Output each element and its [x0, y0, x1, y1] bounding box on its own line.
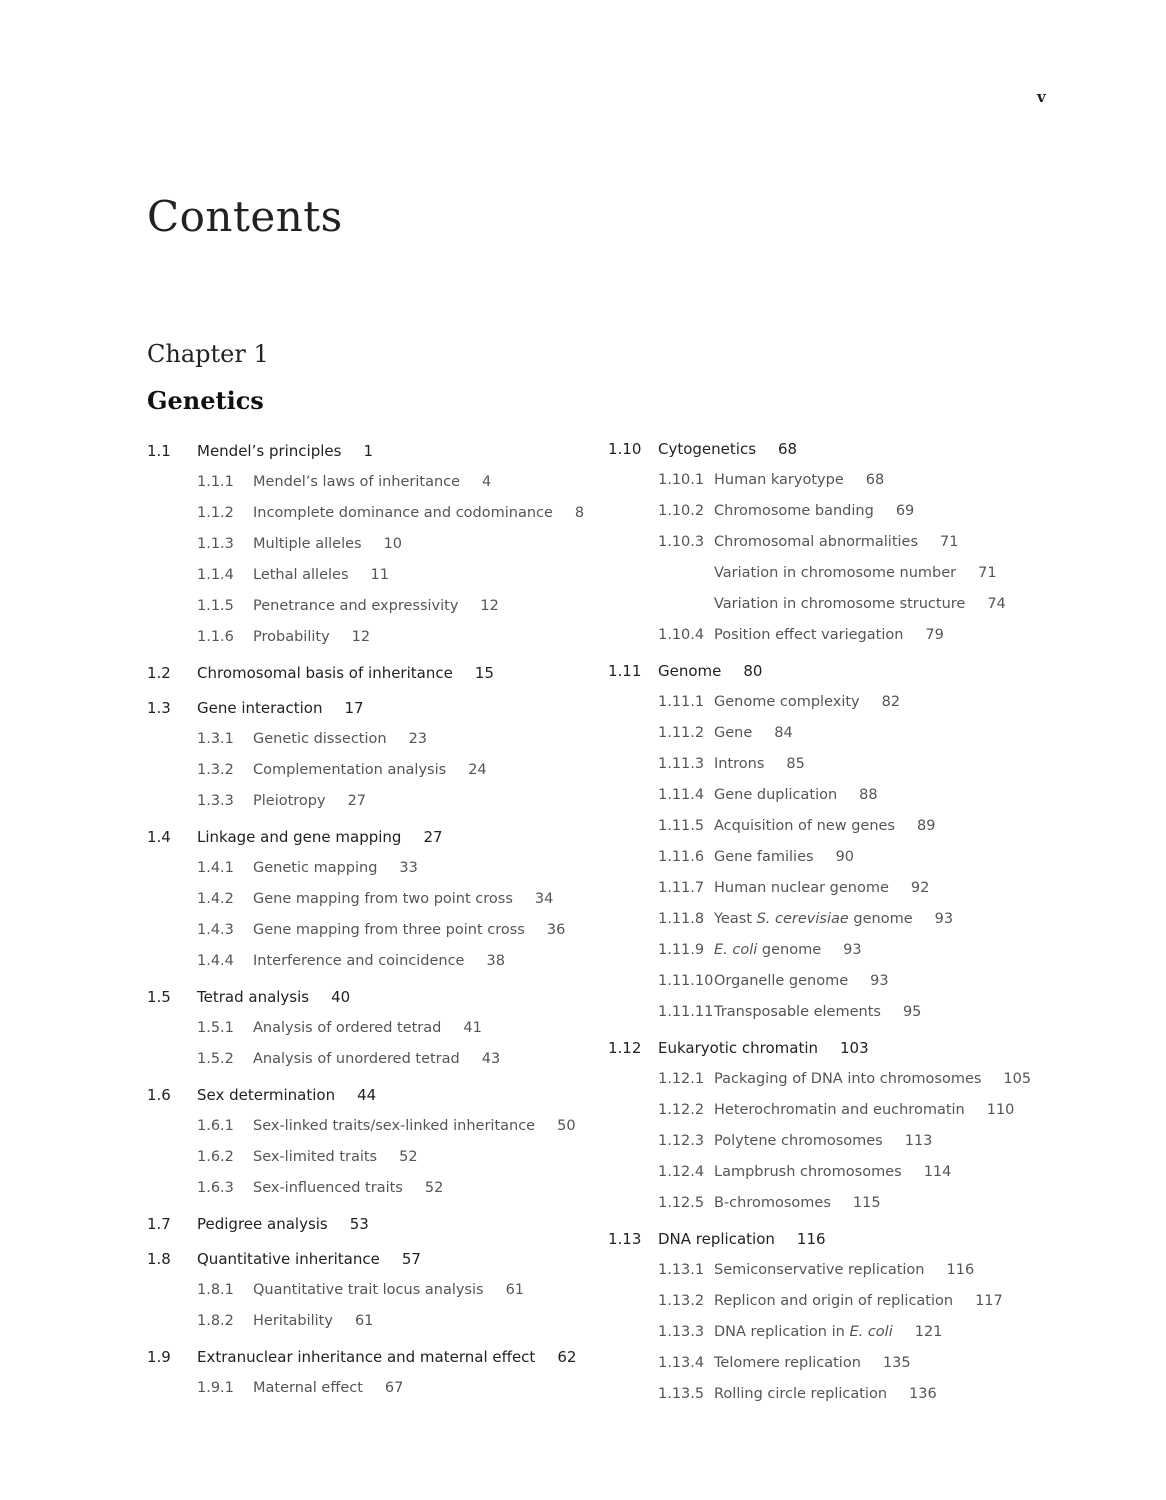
toc-title: Gene mapping from three point cross — [253, 922, 525, 938]
toc-title: DNA replication — [658, 1230, 775, 1248]
toc-number: 1.8.2 — [197, 1313, 234, 1329]
toc-number: 1.4.2 — [197, 891, 234, 907]
toc-page-number: 24 — [468, 762, 487, 778]
toc-page-number: 135 — [882, 1355, 911, 1371]
toc-page-number: 69 — [895, 503, 915, 519]
toc-page-number: 11 — [370, 567, 389, 583]
toc-page-number: 40 — [331, 988, 351, 1006]
toc-number: 1.12.3 — [658, 1133, 705, 1149]
toc-number: 1.9 — [147, 1348, 171, 1366]
toc-page-number: 8 — [574, 505, 585, 521]
toc-page-number: 82 — [881, 694, 901, 710]
toc-number: 1.11.4 — [658, 787, 705, 803]
toc-title: Pleiotropy — [253, 793, 326, 809]
toc-number: 1.12.5 — [658, 1195, 705, 1211]
toc-page-number: 103 — [840, 1039, 869, 1057]
toc-number: 1.1.6 — [197, 629, 234, 645]
toc-title: Chromosome banding — [714, 503, 874, 519]
toc-number: 1.4.1 — [197, 860, 234, 876]
toc-number: 1.11.9 — [658, 942, 705, 958]
toc-page-number: 79 — [925, 627, 944, 643]
toc-number: 1.5 — [147, 988, 171, 1006]
toc-number: 1.10 — [608, 440, 642, 458]
toc-number: 1.7 — [147, 1215, 171, 1233]
toc-page-number: 38 — [486, 953, 505, 969]
toc-title: Human nuclear genome — [714, 880, 889, 896]
toc-number: 1.11.8 — [658, 911, 705, 927]
toc-page-number: 23 — [408, 731, 428, 747]
toc-page-number: 110 — [986, 1102, 1015, 1118]
toc-title: Linkage and gene mapping — [197, 828, 402, 846]
toc-page-number: 116 — [796, 1230, 826, 1248]
toc-title: Analysis of unordered tetrad — [253, 1051, 460, 1067]
toc-number: 1.13.2 — [658, 1293, 705, 1309]
toc-title: Interference and coincidence — [253, 953, 465, 969]
toc-page-number: 74 — [987, 596, 1006, 612]
toc-number: 1.4 — [147, 828, 171, 846]
toc-number: 1.1.2 — [197, 505, 234, 521]
toc-page-number: 50 — [557, 1118, 576, 1134]
toc-page-number: 36 — [546, 922, 566, 938]
toc-page-number: 52 — [424, 1180, 444, 1196]
toc-number: 1.12.4 — [658, 1164, 705, 1180]
toc-number: 1.2 — [147, 664, 171, 682]
toc-page-number: 61 — [505, 1282, 525, 1298]
toc-number: 1.13.4 — [658, 1355, 705, 1371]
toc-page-number: 93 — [870, 973, 889, 989]
toc-page-number: 136 — [909, 1386, 937, 1402]
toc-title: Maternal effect — [253, 1380, 363, 1396]
toc-page-number: 71 — [940, 534, 959, 550]
toc-page-number: 57 — [401, 1250, 421, 1268]
toc-number: 1.6.2 — [197, 1149, 234, 1165]
toc-page-number: 105 — [1003, 1071, 1032, 1087]
toc-number: 1.12.1 — [658, 1071, 705, 1087]
page-number: v — [1037, 88, 1046, 106]
toc-title: Pedigree analysis — [197, 1215, 328, 1233]
toc-page-number: 115 — [852, 1195, 881, 1211]
toc-title: Gene mapping from two point cross — [253, 891, 513, 907]
species-name: S. cerevisiae — [756, 911, 849, 927]
toc-page-number: 27 — [347, 793, 367, 809]
toc-title: Incomplete dominance and codominance — [253, 505, 553, 521]
toc-number: 1.1.5 — [197, 598, 234, 614]
toc-number: 1.1 — [147, 442, 171, 460]
toc-number: 1.3 — [147, 699, 171, 717]
toc-number: 1.3.3 — [197, 793, 234, 809]
toc-number: 1.11.6 — [658, 849, 705, 865]
toc-title: Eukaryotic chromatin — [658, 1039, 819, 1057]
toc-title: Complementation analysis — [253, 762, 447, 778]
toc-number: 1.11.5 — [658, 818, 705, 834]
toc-title: Semiconservative replication — [714, 1262, 925, 1278]
toc-title: Cytogenetics — [658, 440, 757, 458]
toc-title: Gene duplication — [714, 787, 838, 803]
toc-title: Packaging of DNA into chromosomes — [714, 1071, 982, 1087]
toc-title: Introns — [714, 756, 765, 772]
toc-title: Yeast S. cerevisiae genome — [714, 911, 913, 927]
toc-title: Mendel’s principles — [197, 442, 342, 460]
toc-page-number: 68 — [865, 472, 885, 488]
toc-page-number: 80 — [743, 662, 763, 680]
toc-number: 1.5.2 — [197, 1051, 234, 1067]
toc-page-number: 17 — [344, 699, 364, 717]
toc-number: 1.8 — [147, 1250, 171, 1268]
toc-title: Lampbrush chromosomes — [714, 1164, 902, 1180]
toc-page-number: 34 — [534, 891, 554, 907]
toc-number: 1.3.2 — [197, 762, 234, 778]
toc-title: Polytene chromosomes — [714, 1133, 883, 1149]
toc-number: 1.11.1 — [658, 694, 705, 710]
toc-title: Multiple alleles — [253, 536, 362, 552]
toc-number: 1.10.2 — [658, 503, 705, 519]
toc-page-number: 67 — [384, 1380, 404, 1396]
toc-page-number: 68 — [778, 440, 798, 458]
toc-title: B-chromosomes — [714, 1195, 831, 1211]
toc-title: Gene — [714, 725, 753, 741]
toc-page-number: 71 — [978, 565, 997, 581]
toc-page-number: 121 — [914, 1324, 943, 1340]
toc-page-number: 84 — [774, 725, 793, 741]
toc-page-number: 44 — [357, 1086, 377, 1104]
toc-number: 1.11 — [608, 662, 642, 680]
toc-page-number: 33 — [399, 860, 418, 876]
toc-title: Organelle genome — [714, 973, 849, 989]
toc-title: Genome — [658, 662, 722, 680]
toc-number: 1.13.3 — [658, 1324, 705, 1340]
toc-title: Chromosomal basis of inheritance — [197, 664, 453, 682]
toc-title: Position effect variegation — [714, 627, 904, 643]
toc-page-number: 90 — [835, 849, 855, 865]
toc-number: 1.13.5 — [658, 1386, 705, 1402]
toc-number: 1.10.3 — [658, 534, 705, 550]
toc-title: Sex-limited traits — [253, 1149, 378, 1165]
toc-title: Gene families — [714, 849, 814, 865]
toc-title: Genetic mapping — [253, 860, 378, 876]
toc-number: 1.3.1 — [197, 731, 234, 747]
toc-number: 1.13 — [608, 1230, 642, 1248]
toc-title: Probability — [253, 629, 330, 645]
toc-page-number: 15 — [474, 664, 494, 682]
toc-title: Replicon and origin of replication — [714, 1293, 954, 1309]
toc-page-number: 89 — [916, 818, 936, 834]
toc-page-number: 12 — [480, 598, 499, 614]
toc-page-number: 10 — [383, 536, 403, 552]
toc-page-number: 93 — [843, 942, 862, 958]
toc-number: 1.6.3 — [197, 1180, 234, 1196]
toc-number: 1.4.3 — [197, 922, 234, 938]
toc-number: 1.11.2 — [658, 725, 705, 741]
toc-title: Variation in chromosome structure — [714, 596, 966, 612]
toc-title: Analysis of ordered tetrad — [253, 1020, 442, 1036]
toc-title: Gene interaction — [197, 699, 323, 717]
toc-page-number: 95 — [902, 1004, 922, 1020]
toc-page-number: 53 — [349, 1215, 369, 1233]
toc-number: 1.4.4 — [197, 953, 234, 969]
toc-title: Tetrad analysis — [197, 988, 310, 1006]
toc-page-number: 92 — [910, 880, 930, 896]
toc-title: Transposable elements — [714, 1004, 881, 1020]
toc-title: Mendel’s laws of inheritance — [253, 474, 461, 490]
toc-page-number: 85 — [786, 756, 805, 772]
toc-title: Quantitative trait locus analysis — [253, 1282, 484, 1298]
toc-page-number: 88 — [859, 787, 878, 803]
toc-title: Lethal alleles — [253, 567, 349, 583]
toc-title: Human karyotype — [714, 472, 844, 488]
toc-title: Acquisition of new genes — [714, 818, 895, 834]
toc-page-number: 62 — [557, 1348, 577, 1366]
toc-title: Extranuclear inheritance and maternal effect — [197, 1348, 536, 1366]
toc-title: E. coli genome — [714, 942, 822, 958]
toc-number: 1.11.3 — [658, 756, 705, 772]
toc-title: Genetic dissection — [253, 731, 387, 747]
toc-number: 1.5.1 — [197, 1020, 234, 1036]
toc-page-number: 4 — [482, 474, 492, 490]
toc-page-number: 1 — [363, 442, 374, 460]
toc-number: 1.8.1 — [197, 1282, 234, 1298]
toc-number: 1.1.1 — [197, 474, 234, 490]
toc-number: 1.6 — [147, 1086, 171, 1104]
toc-title: Variation in chromosome number — [714, 565, 957, 581]
toc-page-number: 43 — [481, 1051, 501, 1067]
toc-number: 1.11.11 — [658, 1004, 714, 1020]
toc-title: Heritability — [253, 1313, 333, 1329]
toc-title: Telomere replication — [714, 1355, 861, 1371]
toc-title: Quantitative inheritance — [197, 1250, 380, 1268]
chapter-label: Chapter 1 — [147, 340, 269, 368]
toc-number: 1.12.2 — [658, 1102, 705, 1118]
toc-number: 1.11.10 — [658, 973, 714, 989]
toc-title: DNA replication in E. coli — [714, 1324, 893, 1340]
species-name: E. coli — [849, 1324, 893, 1340]
toc-page-number: 52 — [399, 1149, 418, 1165]
toc-title: Sex-influenced traits — [253, 1180, 403, 1196]
toc-page-number: 61 — [354, 1313, 374, 1329]
toc-page-number: 114 — [923, 1164, 952, 1180]
toc-title: Heterochromatin and euchromatin — [714, 1102, 965, 1118]
toc-number: 1.13.1 — [658, 1262, 705, 1278]
toc-number: 1.1.3 — [197, 536, 234, 552]
toc-page-number: 93 — [934, 911, 954, 927]
toc-page-number: 113 — [904, 1133, 933, 1149]
page-title: Contents — [147, 192, 343, 241]
toc-title: Genome complexity — [714, 694, 860, 710]
toc-title: Chromosomal abnormalities — [714, 534, 919, 550]
toc-title: Sex-linked traits/sex-linked inheritance — [253, 1118, 536, 1134]
toc-number: 1.1.4 — [197, 567, 234, 583]
toc-title: Rolling circle replication — [714, 1386, 888, 1402]
toc-page-number: 116 — [946, 1262, 975, 1278]
toc-number: 1.6.1 — [197, 1118, 234, 1134]
toc-page-number: 41 — [463, 1020, 482, 1036]
toc-page-number: 12 — [351, 629, 371, 645]
toc-number: 1.12 — [608, 1039, 642, 1057]
toc-number: 1.11.7 — [658, 880, 705, 896]
toc-page-number: 117 — [975, 1293, 1003, 1309]
toc-number: 1.10.1 — [658, 472, 705, 488]
toc-title: Sex determination — [197, 1086, 336, 1104]
toc-number: 1.9.1 — [197, 1380, 234, 1396]
toc-page-number: 27 — [423, 828, 443, 846]
species-name: E. coli — [714, 942, 758, 958]
chapter-title: Genetics — [147, 386, 264, 415]
toc-number: 1.10.4 — [658, 627, 705, 643]
toc-title: Penetrance and expressivity — [253, 598, 459, 614]
